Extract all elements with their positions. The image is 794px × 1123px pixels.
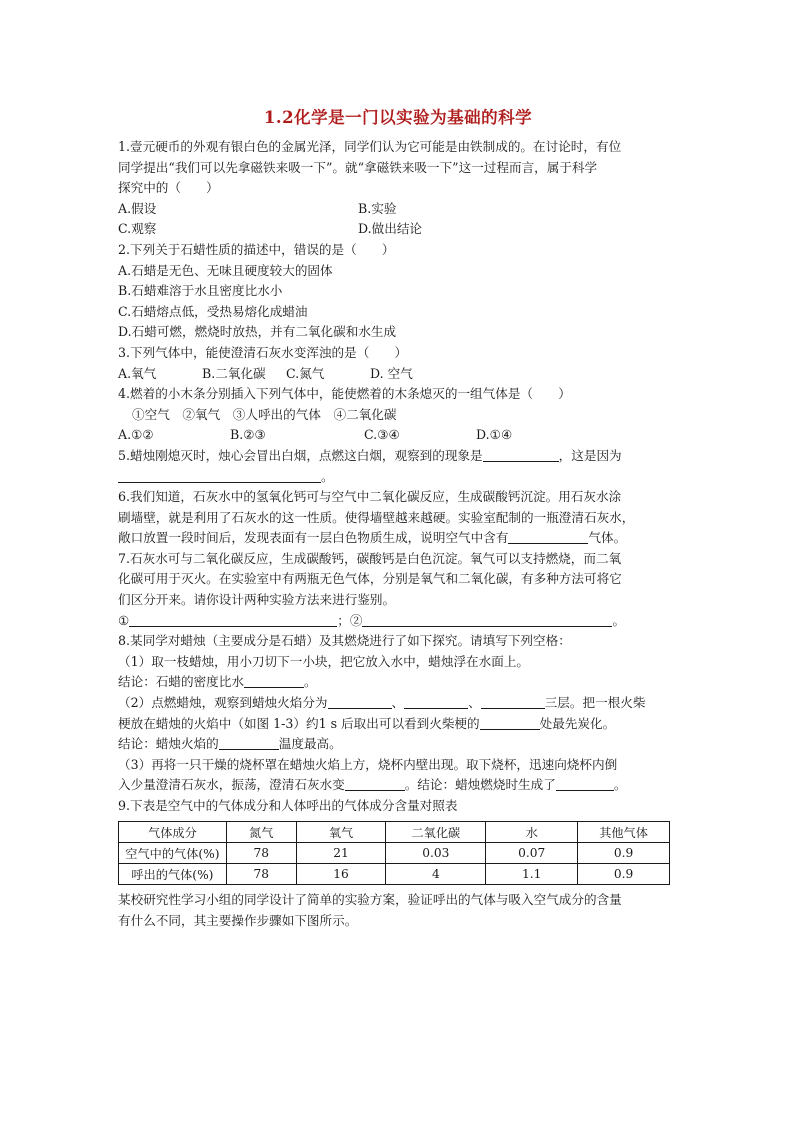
q2-stem: 2.下列关于石蜡性质的描述中，错误的是（ ） bbox=[118, 241, 395, 257]
q6-text-b: 气体。 bbox=[588, 530, 627, 546]
q7-line3: 们区分开来。请你设计两种实验方法来进行鉴别。 bbox=[118, 592, 396, 608]
q2-option-c: C.石蜡熔点低，受热易熔化成蜡油 bbox=[118, 303, 308, 319]
q4-option-d: D.①④ bbox=[476, 427, 513, 443]
q8-blank-6[interactable] bbox=[219, 735, 279, 750]
question-body bbox=[118, 137, 678, 817]
table-cell: 空气中的气体(%) bbox=[119, 843, 227, 864]
q5-blank-2[interactable] bbox=[118, 468, 321, 483]
q4-stem: 4.燃着的小木条分别插入下列气体中，能使燃着的木条熄灭的一组气体是（ ） bbox=[118, 386, 571, 402]
q4-items: ①空气 ②氧气 ③人呼出的气体 ④二氧化碳 bbox=[132, 406, 397, 422]
q8-step1: （1）取一枝蜡烛，用小刀切下一小块，把它放入水中，蜡烛浮在水面上。 bbox=[118, 653, 530, 669]
q8-stem: 8.某同学对蜡烛（主要成分是石蜡）及其燃烧进行了如下探究。请填写下列空格： bbox=[118, 633, 571, 649]
q5-blank-1[interactable] bbox=[483, 447, 559, 462]
q1-options-row2 bbox=[118, 219, 678, 240]
table-header-cell: 其他气体 bbox=[578, 822, 670, 843]
q7-end: 。 bbox=[612, 612, 626, 628]
q1-option-d: D.做出结论 bbox=[358, 221, 423, 237]
q8-step3-text-a: 入少量澄清石灰水，振荡，澄清石灰水变 bbox=[118, 777, 345, 793]
q8-step3-text-b: 。结论：蜡烛燃烧时生成了 bbox=[404, 777, 556, 793]
q6-blank[interactable] bbox=[508, 529, 588, 544]
table-header-cell: 气体成分 bbox=[119, 822, 227, 843]
q6-line1: 6.我们知道，石灰水中的氢氧化钙可与空气中二氧化碳反应，生成碳酸钙沉淀。用石灰水涂 bbox=[118, 489, 622, 505]
q4-option-a: A.①② bbox=[118, 427, 154, 443]
q1-line2: 同学提出“我们可以先拿磁铁来吸一下”。就“拿磁铁来吸一下”这一过程而言，属于科学 bbox=[118, 159, 598, 175]
q8-blank-8[interactable] bbox=[556, 776, 614, 791]
table-cell: 78 bbox=[226, 843, 296, 864]
q8-blank-5[interactable] bbox=[480, 715, 540, 730]
table-header-cell: 水 bbox=[486, 822, 578, 843]
q8-blank-7[interactable] bbox=[345, 776, 405, 791]
q9-after-line2: 有什么不同，其主要操作步骤如下图所示。 bbox=[118, 912, 358, 928]
q8-blank-3[interactable] bbox=[404, 694, 468, 709]
q8-step2-text-a: （2）点燃蜡烛，观察到蜡烛火焰分为 bbox=[118, 695, 328, 711]
q8-step2-text-c: 梗放在蜡烛的火焰中（如图 1-3）约1 s 后取出可以看到火柴梗的 bbox=[118, 715, 480, 731]
q8-step3-line1: （3）再将一只干燥的烧杯罩在蜡烛火焰上方，烧杯内壁出现。取下烧杯，迅速向烧杯内倒 bbox=[118, 756, 618, 772]
table-cell: 0.9 bbox=[578, 864, 670, 885]
table-row bbox=[119, 843, 670, 864]
table-cell: 0.9 bbox=[578, 843, 670, 864]
q9-followup bbox=[118, 890, 678, 931]
q6-line2: 刷墙壁，就是利用了石灰水的这一性质。使得墙壁越来越硬。实验室配制的一瓶澄清石灰水， bbox=[118, 509, 635, 525]
q4-option-c: C.③④ bbox=[364, 427, 400, 443]
table-cell: 0.03 bbox=[386, 843, 486, 864]
table-header-cell: 氮气 bbox=[226, 822, 296, 843]
table-cell: 21 bbox=[296, 843, 386, 864]
q5-text-b: ，这是因为 bbox=[558, 447, 622, 463]
q4-option-b: B.②③ bbox=[230, 427, 266, 443]
q7-blank-1[interactable] bbox=[129, 612, 337, 627]
table-cell: 呼出的气体(%) bbox=[119, 864, 227, 885]
q7-line2: 化碳可用于灭火。在实验室中有两瓶无色气体，分别是氧气和二氧化碳，有多种方法可将它 bbox=[118, 571, 622, 587]
table-cell: 4 bbox=[386, 864, 486, 885]
q8-step3-end: 。 bbox=[613, 777, 627, 793]
q3-option-a: A.氧气 bbox=[118, 365, 157, 381]
table-header-cell: 氧气 bbox=[296, 822, 386, 843]
q7-marker-1: ① bbox=[118, 612, 130, 628]
q8-blank-2[interactable] bbox=[328, 694, 392, 709]
q8-conclusion2-end: 温度最高。 bbox=[278, 736, 342, 752]
q3-option-d: D. 空气 bbox=[370, 365, 413, 381]
q9-after-line1: 某校研究性学习小组的同学设计了简单的实验方案，验证呼出的气体与吸入空气成分的含量 bbox=[118, 892, 622, 907]
gas-composition-table bbox=[118, 821, 670, 885]
q1-line3: 探究中的（ ） bbox=[118, 180, 219, 196]
table-header-row bbox=[119, 822, 670, 843]
q8-blank-4[interactable] bbox=[481, 694, 545, 709]
q2-option-b: B.石蜡难溶于水且密度比水小 bbox=[118, 283, 283, 299]
q6-line3 bbox=[118, 528, 678, 549]
table-cell: 1.1 bbox=[486, 864, 578, 885]
table-cell: 0.07 bbox=[486, 843, 578, 864]
q2-option-a: A.石蜡是无色、无味且硬度较大的固体 bbox=[118, 262, 333, 278]
page-title: 1.2化学是一门以实验为基础的科学 bbox=[263, 108, 533, 127]
q8-step2-text-b: 三层。把一根火柴 bbox=[544, 695, 646, 711]
q8-conclusion1 bbox=[118, 672, 678, 693]
q7-separator: ；② bbox=[337, 612, 363, 628]
q3-stem: 3.下列气体中，能使澄清石灰水变浑浊的是（ ） bbox=[118, 344, 408, 360]
q1-line1: 1.壹元硬币的外观有银白色的金属光泽，同学们认为它可能是由铁制成的。在讨论时，有位 bbox=[118, 139, 622, 154]
q7-line1: 7.石灰水可与二氧化碳反应，生成碳酸钙，碳酸钙是白色沉淀。氧气可以支持燃烧，而二氧 bbox=[118, 550, 622, 566]
q8-step2-line1 bbox=[118, 693, 678, 714]
q7-answer-line bbox=[118, 611, 678, 632]
table-header-cell: 二氧化碳 bbox=[386, 822, 486, 843]
q8-step2-sep-2: 、 bbox=[468, 695, 481, 711]
q6-text-a: 敞口放置一段时间后，发现表面有一层白色物质生成，说明空气中含有 bbox=[118, 530, 509, 546]
table-row bbox=[119, 864, 670, 885]
q1-option-a: A.假设 bbox=[118, 200, 157, 216]
q8-step3-line2 bbox=[118, 775, 678, 796]
q8-step2-line2 bbox=[118, 714, 678, 735]
q1-options-row1 bbox=[118, 199, 678, 220]
q8-conclusion1-text: 结论：石蜡的密度比水 bbox=[118, 674, 244, 690]
q8-conclusion1-end: 。 bbox=[303, 674, 317, 690]
q8-blank-1[interactable] bbox=[244, 673, 304, 688]
q5-line2 bbox=[118, 467, 678, 488]
q3-option-c: C.氮气 bbox=[286, 365, 325, 381]
q1-option-c: C.观察 bbox=[118, 221, 157, 237]
q4-options bbox=[118, 425, 678, 446]
table-cell: 78 bbox=[226, 864, 296, 885]
q3-options bbox=[118, 364, 678, 385]
q7-blank-2[interactable] bbox=[362, 612, 612, 627]
table-cell: 16 bbox=[296, 864, 386, 885]
q3-option-b: B.二氧化碳 bbox=[202, 365, 266, 381]
q5-line1 bbox=[118, 446, 678, 467]
q2-option-d: D.石蜡可燃，燃烧时放热，并有二氧化碳和水生成 bbox=[118, 324, 397, 340]
q8-conclusion2-text: 结论：蜡烛火焰的 bbox=[118, 736, 219, 752]
q8-step2-text-d: 处最先炭化。 bbox=[539, 715, 616, 731]
q5-end: 。 bbox=[321, 468, 334, 484]
q8-step2-sep-1: 、 bbox=[391, 695, 405, 711]
q1-option-b: B.实验 bbox=[358, 200, 397, 216]
q9-stem: 9.下表是空气中的气体成分和人体呼出的气体成分含量对照表 bbox=[118, 798, 458, 813]
q8-conclusion2 bbox=[118, 734, 678, 755]
q5-text-a: 5.蜡烛刚熄灭时，烛心会冒出白烟，点燃这白烟，观察到的现象是 bbox=[118, 447, 483, 463]
